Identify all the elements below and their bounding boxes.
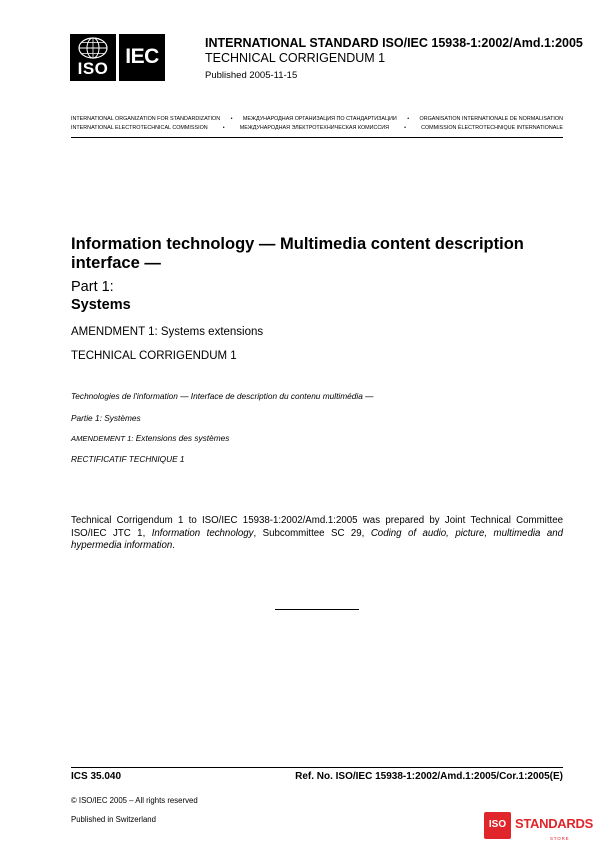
french-corrigendum: RECTIFICATIF TECHNIQUE 1 — [71, 454, 185, 464]
org-iso-fr: ORGANISATION INTERNATIONALE DE NORMALISATION — [419, 116, 563, 122]
org-iec-fr: COMMISSION ÉLECTROTECHNIQUE INTERNATIONALE — [421, 125, 563, 131]
org-iso-ru: МЕЖДУНАРОДНАЯ ОРГАНИЗАЦИЯ ПО СТАНДАРТИЗАЦИИ — [242, 116, 397, 122]
header-rule — [71, 137, 563, 138]
body-text-2: , Subcommittee SC 29, — [253, 527, 371, 539]
iec-logo — [119, 34, 165, 81]
reference-number: Ref. No. ISO/IEC 15938-1:2002/Amd.1:2005/Cor.1:2005(E) — [295, 771, 563, 782]
body-italic-1: Information technology — [151, 527, 254, 539]
org-separator: • — [407, 116, 410, 122]
store-iso-text: ISO — [488, 819, 507, 830]
organizations-row-1 — [71, 116, 563, 122]
amendment-title: AMENDMENT 1: Systems extensions — [71, 326, 264, 338]
globe-icon — [77, 37, 109, 59]
document-title: Information technology — Multimedia content description interface — — [71, 235, 524, 272]
published-in: Published in Switzerland — [71, 815, 156, 824]
body-italic-2: Coding of audio, picture, multimedia and hypermedia information — [71, 527, 563, 551]
iec-logo-text: IEC — [125, 45, 159, 68]
part-name: Systems — [71, 297, 131, 313]
org-separator: • — [230, 116, 233, 122]
standard-subtitle: TECHNICAL CORRIGENDUM 1 — [205, 51, 386, 65]
french-amendment-label: AMENDEMENT 1: — [71, 434, 134, 443]
french-amendment-text: Extensions des systèmes — [135, 433, 230, 443]
body-text-1: Technical Corrigendum 1 to ISO/IEC 15938-1:2002/Amd.1:2005 was prepared by Joint Technical Committee ISO/IEC JTC 1, — [71, 515, 563, 539]
ics-code: ICS 35.040 — [71, 771, 122, 782]
corrigendum-title: TECHNICAL CORRIGENDUM 1 — [71, 350, 237, 362]
section-divider — [275, 609, 359, 610]
store-word: STANDARDS — [515, 816, 593, 831]
french-part: Partie 1: Systèmes — [71, 413, 141, 423]
org-separator: • — [404, 125, 407, 131]
store-iso-logo — [484, 812, 511, 839]
org-separator: • — [222, 125, 225, 131]
footer-rule — [71, 767, 563, 768]
copyright: © ISO/IEC 2005 – All rights reserved — [71, 796, 198, 805]
body-text-3: . — [172, 540, 175, 551]
iso-standards-store-badge[interactable] — [484, 812, 594, 844]
org-iso-en: INTERNATIONAL ORGANIZATION FOR STANDARDIZATION — [71, 116, 221, 122]
iso-logo-text: ISO — [77, 59, 109, 78]
part-label: Part 1: — [71, 279, 114, 295]
body-paragraph — [71, 515, 563, 553]
standard-title: INTERNATIONAL STANDARD ISO/IEC 15938-1:2002/Amd.1:2005 — [205, 36, 583, 50]
organizations-row-2 — [71, 125, 563, 131]
french-title: Technologies de l'information — Interface de description du contenu multimédia — — [71, 391, 374, 401]
published-date: Published 2005-11-15 — [205, 70, 298, 81]
org-iec-en: INTERNATIONAL ELECTROTECHNICAL COMMISSION — [71, 125, 208, 131]
iso-iec-logo — [70, 34, 165, 81]
french-amendment — [71, 433, 229, 443]
iso-logo — [70, 34, 116, 81]
org-iec-ru: МЕЖДУНАРОДНАЯ ЭЛЕКТРОТЕХНИЧЕСКАЯ КОМИССИЯ — [239, 125, 390, 131]
store-sub: STORE — [550, 836, 570, 841]
